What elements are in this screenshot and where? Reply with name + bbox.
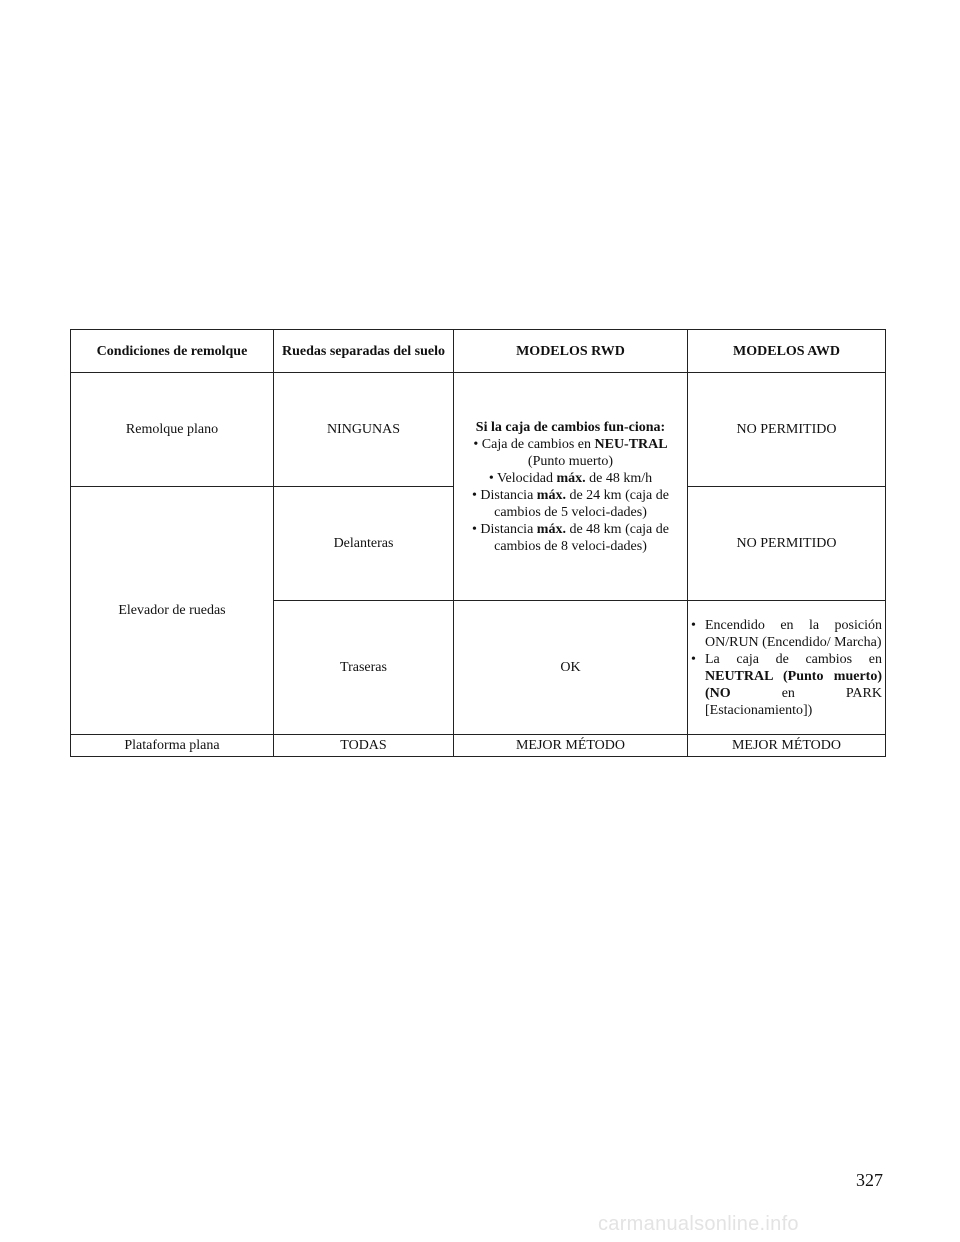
page-number: 327 [856,1170,883,1190]
header-awd: MODELOS AWD [688,330,886,373]
rwd-line-distance-5: • Distancia máx. de 24 km (caja de cambios de 5 veloci-dades) [472,487,669,520]
cell-platform-wheels: TODAS [274,735,454,757]
cell-lift-rear-wheels: Traseras [274,601,454,735]
header-wheels: Ruedas separadas del suelo [274,330,454,373]
cell-flat-awd: NO PERMITIDO [688,373,886,487]
cell-flat-wheels: NINGUNAS [274,373,454,487]
header-rwd: MODELOS RWD [454,330,688,373]
cell-lift-front-wheels: Delanteras [274,487,454,601]
rwd-line-speed: • Velocidad máx. de 48 km/h [488,470,653,486]
rwd-heading: Si la caja de cambios fun-ciona: [475,419,666,435]
header-conditions: Condiciones de remolque [71,330,274,373]
watermark: carmanualsonline.info [598,1213,799,1235]
cell-lift-rear-rwd: OK [454,601,688,735]
towing-table [70,329,886,757]
cell-lift-rear-awd [688,601,886,735]
rwd-line-distance-8: • Distancia máx. de 48 km (caja de cambios de 8 veloci-dades) [472,521,669,554]
awd-item-transmission: • La caja de cambios en NEUTRAL (Punto muerto) (NO en PARK [Estacionamiento]) [691,651,882,719]
table-row-platform [71,735,886,757]
table-header-row [71,330,886,373]
table-row-flat [71,373,886,487]
cell-lift-front-awd: NO PERMITIDO [688,487,886,601]
cell-platform-condition: Plataforma plana [71,735,274,757]
cell-lift-condition: Elevador de ruedas [71,487,274,735]
cell-flat-condition: Remolque plano [71,373,274,487]
cell-platform-awd: MEJOR MÉTODO [688,735,886,757]
cell-platform-rwd: MEJOR MÉTODO [454,735,688,757]
cell-rwd-flat-instructions [454,373,688,601]
rwd-line-neutral: • Caja de cambios en NEU-TRAL (Punto muerto) [473,436,668,469]
awd-item-ignition: • Encendido en la posición ON/RUN (Encendido/ Marcha) [691,617,882,651]
